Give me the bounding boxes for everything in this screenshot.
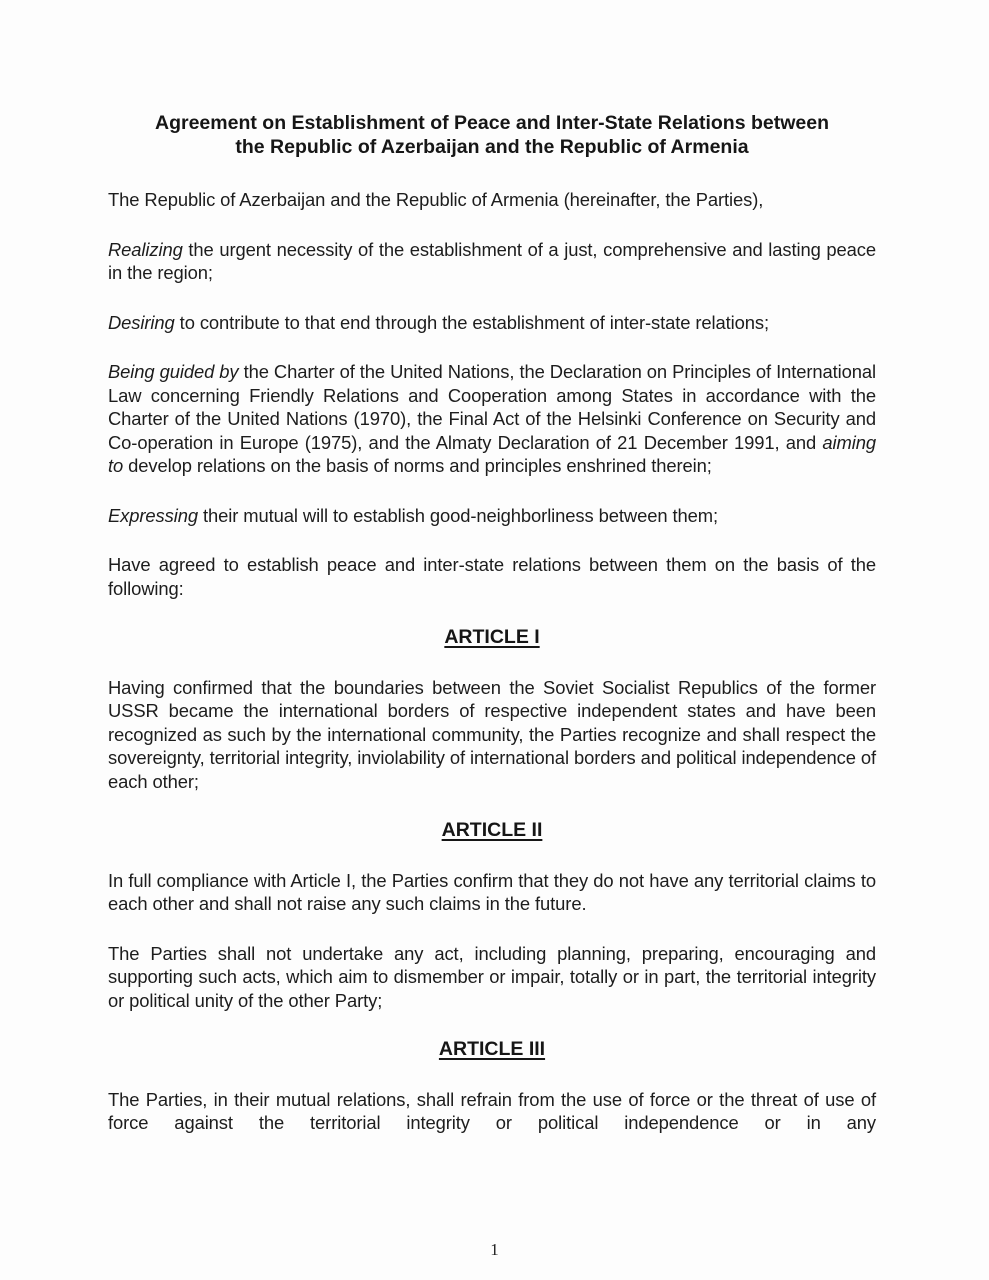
paragraph (108, 188, 876, 212)
text-run: The Republic of Azerbaijan and the Republic of Armenia (hereinafter, the Parties), (108, 189, 764, 210)
document-body (108, 188, 876, 1135)
paragraph (108, 942, 876, 1013)
article-heading (108, 819, 876, 843)
document-title-line2: the Republic of Azerbaijan and the Republic of Armenia (235, 135, 749, 158)
text-run: develop relations on the basis of norms and principles enshrined therein; (123, 455, 712, 476)
text-run: the urgent necessity of the establishment of a just, comprehensive and lasting peace in the region; (108, 238, 876, 283)
italic-text-run: Being guided by (108, 361, 239, 382)
text-run: The Parties shall not undertake any act, including planning, preparing, encouraging and supporting such acts, which aim to dismember or impair, totally or in part, the territorial integrity or political unity of the other Party; (108, 942, 876, 1011)
paragraph (108, 553, 876, 600)
italic-text-run: Expressing (108, 504, 198, 526)
page-number: 1 (490, 1240, 499, 1259)
paragraph (108, 504, 876, 528)
italic-text-run: aiming to (108, 431, 876, 476)
page-footer (0, 1240, 989, 1260)
paragraph (108, 869, 876, 916)
text-run: to contribute to that end through the establishment of inter-state relations; (174, 311, 770, 333)
document-title (108, 112, 876, 159)
text-run: In full compliance with Article I, the Parties confirm that they do not have any territorial claims to each other and shall not raise any such claims in the future. (108, 869, 876, 914)
text-run: Have agreed to establish peace and inter-state relations between them on the basis of the following: (108, 554, 876, 599)
paragraph (108, 360, 876, 478)
text-run: the Charter of the United Nations, the Declaration on Principles of International Law concerning Friendly Relations and Cooperation among States in accordance with the Charter of the United Nations (1970), the Final Act of the Helsinki Conference on Security and Co-operation in Europe (1975), and the Almaty Declaration of 21 December 1991, and (108, 361, 877, 453)
text-run: The Parties, in their mutual relations, shall refrain from the use of force or the threat of use of force against the territorial integrity or political independence or in any (108, 1088, 876, 1133)
paragraph (108, 1088, 876, 1135)
paragraph (108, 311, 876, 335)
paragraph (108, 238, 876, 285)
text-run: Having confirmed that the boundaries between the Soviet Socialist Republics of the former USSR became the international borders of respective independent states and have been recognized as such by the international community, the Parties recognize and shall respect the sovereignty, territorial integrity, inviolability of international borders and political independence of each other; (108, 676, 876, 792)
article-heading (108, 1038, 876, 1062)
text-run: their mutual will to establish good-neighborliness between them; (197, 504, 718, 526)
article-heading-text: ARTICLE I (444, 626, 540, 648)
paragraph (108, 676, 876, 794)
document-content (108, 112, 876, 1161)
document-title-line1: Agreement on Establishment of Peace and Inter-State Relations between (155, 112, 829, 134)
italic-text-run: Realizing (108, 238, 183, 260)
article-heading (108, 626, 876, 650)
article-heading-text: ARTICLE II (441, 819, 543, 841)
article-heading-text: ARTICLE III (438, 1038, 546, 1060)
italic-text-run: Desiring (108, 311, 175, 333)
